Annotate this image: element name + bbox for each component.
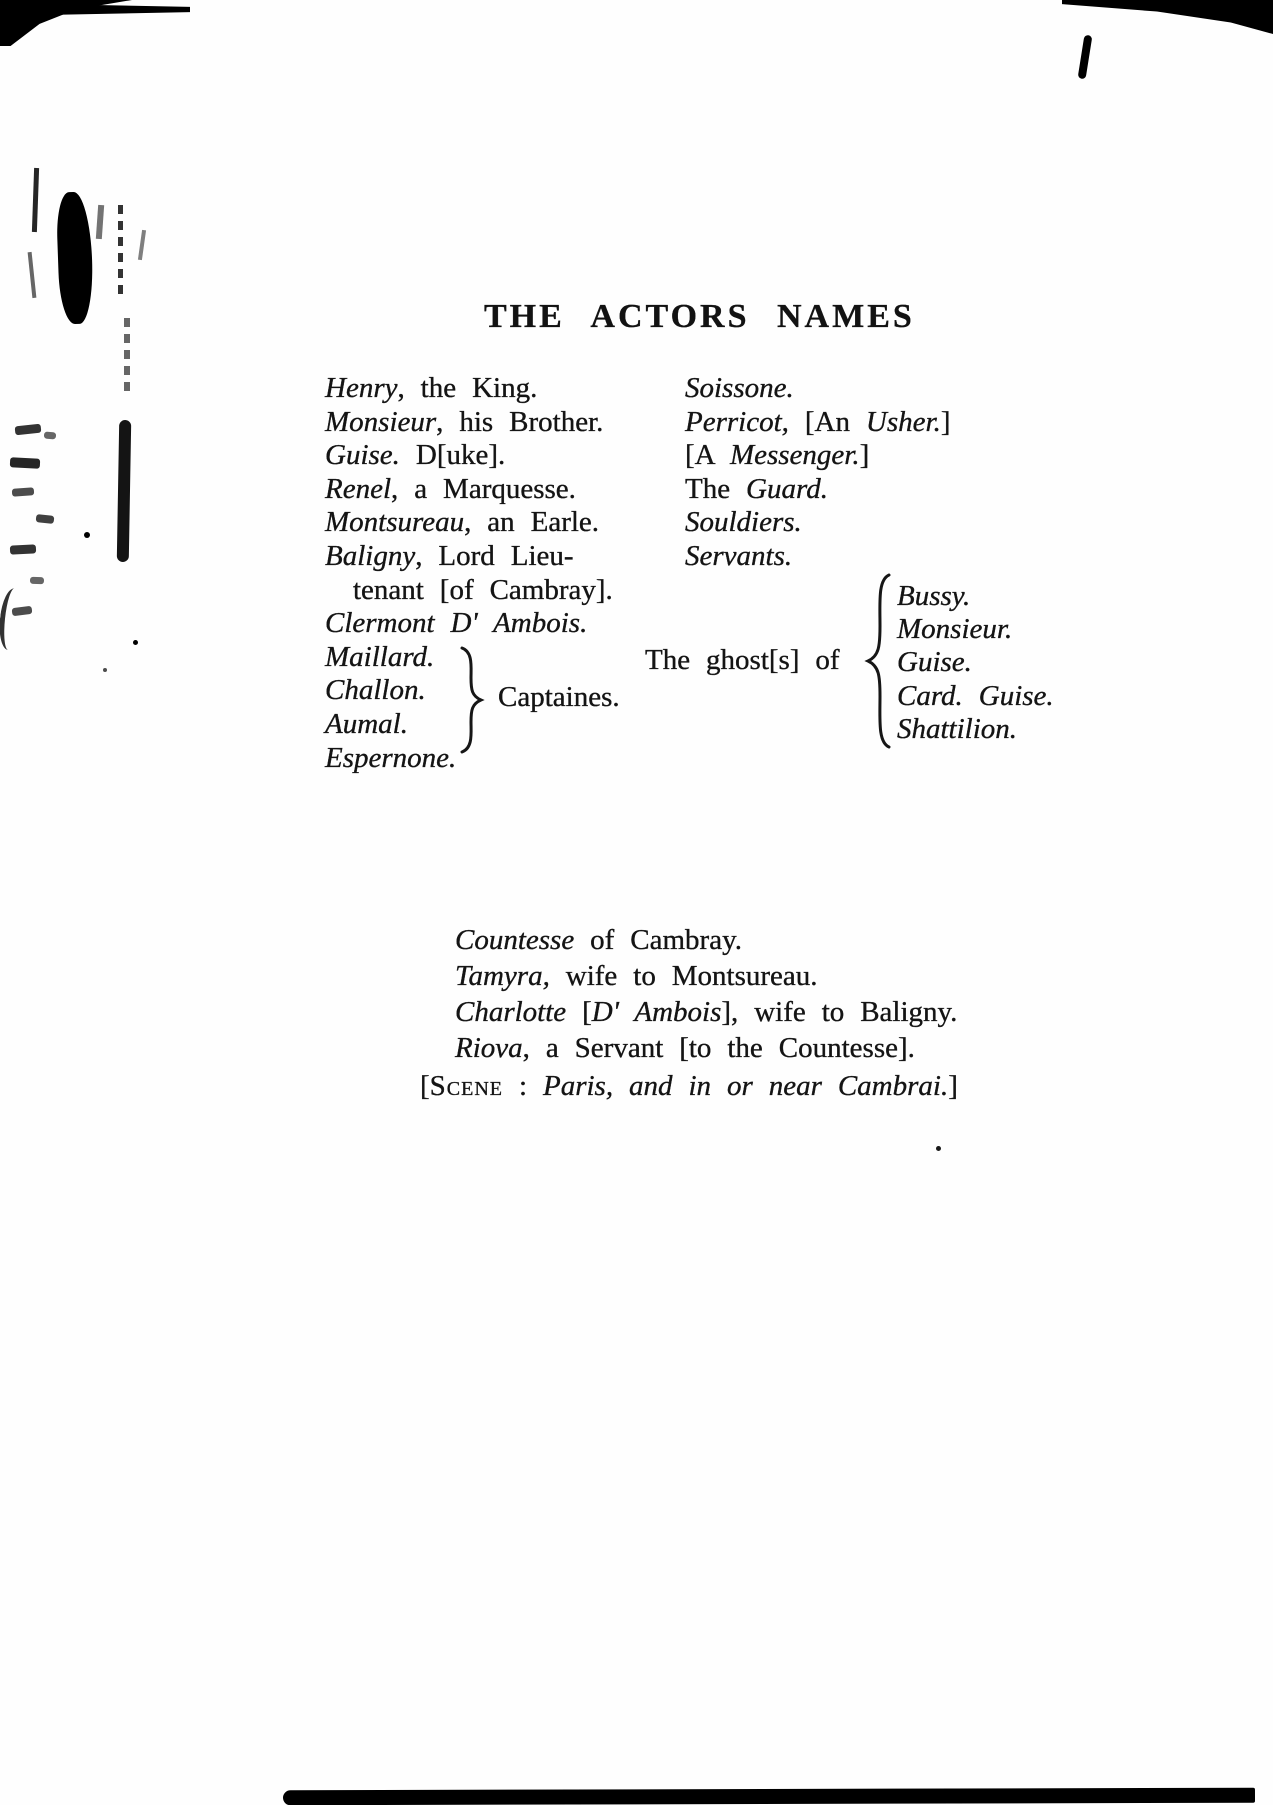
scan-ink-streak-top-left [58,3,190,16]
scan-ink-smudge [138,230,146,260]
scan-ink-dot [103,668,107,672]
scan-ink-dot [133,640,138,645]
cast-line: Servants. [685,539,793,572]
ghost-name: Shattilion. [897,712,1018,745]
cast-line: [A Messenger.] [685,439,870,472]
scan-ink-bar [117,420,131,562]
cast-line: Riova, a Servant [to the Countesse]. [455,1032,915,1064]
scan-ink-tick [12,487,35,497]
ghost-name: Bussy. [897,580,971,612]
cast-line: Soissone. [685,372,794,404]
cast-line: Guise. D[uke]. [325,439,506,472]
scan-ink-dot [84,532,90,538]
cast-line: Renel, a Marquesse. [325,472,576,505]
scan-ink-smudge [96,205,104,239]
scan-ink-tick [12,606,33,616]
captains-group-label: Captaines. [498,681,620,713]
captains-brace-icon [458,645,488,755]
page-title: THE ACTORS NAMES [484,298,915,335]
cast-line: Montsureau, an Earle. [325,506,600,539]
cast-line: Tamyra, wife to Montsureau. [455,960,818,992]
ghost-name: Guise. [897,646,972,679]
cast-line: The Guard. [685,472,828,505]
cast-line: Henry, the King. [325,372,538,404]
cast-line: Countesse of Cambray. [455,924,742,956]
ghost-name-list [897,580,1054,746]
scan-ink-curve [0,587,22,651]
cast-line-continuation: tenant [of Cambray]. [353,573,613,606]
ghost-name: Card. Guise. [897,679,1054,712]
cast-line: Baligny, Lord Lieu- [325,539,574,572]
cast-line: Souldiers. [685,506,802,539]
cast-line: Espernone. [325,741,457,774]
scan-ink-tick [36,514,55,524]
scan-ink-corner-top-left [0,0,132,46]
scan-ink-smudge [32,168,39,232]
scan-ink-blob [56,191,95,324]
scan-ink-corner-top-right [1062,0,1273,34]
cast-right-column [685,372,951,574]
cast-line: Charlotte [D' Ambois], wife to Baligny. [455,996,958,1028]
cast-line: Perricot, [An Usher.] [685,405,951,438]
scan-ink-dot [936,1146,941,1151]
ghost-name: Monsieur. [897,613,1013,646]
scan-ink-tick [44,431,57,439]
scan-ink-bar-bottom [283,1788,1255,1805]
cast-line: Monsieur, his Brother. [325,405,604,438]
scan-ink-dashes [118,205,123,300]
scan-ink-tick [10,544,36,554]
scan-ink-dashes [124,318,130,396]
scan-ink-tick [15,424,42,436]
scan-ink-tick [30,577,44,584]
ghost-brace-icon [862,572,892,750]
cast-line: Aumal. [325,707,408,740]
cast-line: Clermont D' Ambois. [325,607,588,640]
cast-line: Maillard. [325,640,435,673]
scan-ink-tick [10,457,40,469]
scene-note: [Scene : Paris, and in or near Cambrai.] [420,1070,958,1102]
ghost-group-intro: The ghost[s] of [645,644,840,676]
scan-ink-tick-top-right [1078,35,1093,80]
scan-ink-smudge [28,252,37,298]
cast-line: Challon. [325,674,426,707]
cast-women-list [455,922,957,1066]
